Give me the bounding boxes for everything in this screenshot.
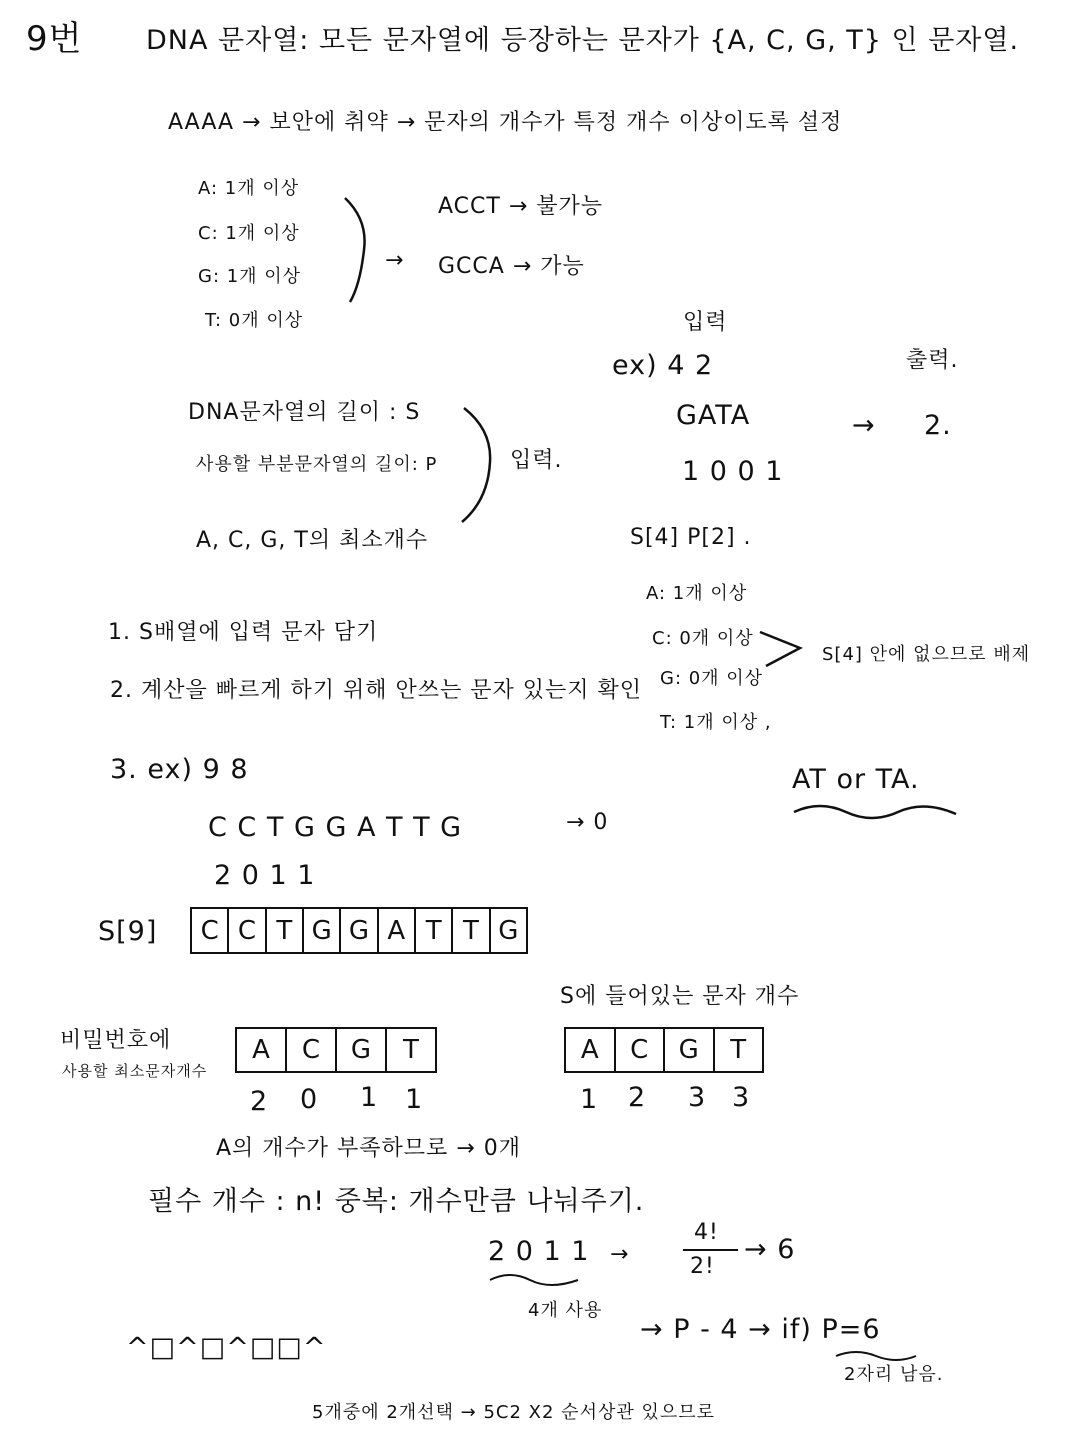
ex1-cond-t: T: 1개 이상 ,: [660, 712, 772, 733]
perm-frac-den: 2!: [690, 1254, 715, 1279]
s-count-1: 2: [628, 1082, 647, 1113]
perm-slots: ^□^□^□□^: [126, 1332, 327, 1363]
perm-seq: 2 0 1 1: [488, 1236, 590, 1267]
s9-array: [190, 907, 528, 954]
answer-underline: [794, 806, 956, 818]
problem-number: 9번: [26, 19, 83, 59]
min-table-header: T: [403, 1035, 419, 1065]
input-s: DNA문자열의 길이 : S: [188, 400, 421, 425]
s-table-header: G: [665, 1029, 715, 1071]
perm-used: 4개 사용: [528, 1300, 603, 1321]
input-min: A, C, G, T의 최소개수: [196, 528, 429, 553]
perm-rule: 필수 개수 : n! 중복: 개수만큼 나눠주기.: [148, 1186, 645, 1217]
ex1-counts: 1 0 0 1: [682, 456, 784, 487]
min-table-header: C: [287, 1029, 337, 1071]
ex1-cond-a: A: 1개 이상: [646, 583, 748, 604]
s-count-0: 1: [580, 1084, 599, 1115]
s9-cell: G: [498, 915, 519, 946]
s9-cell: C: [229, 909, 266, 952]
ex1-cond-c: C: 0개 이상: [652, 628, 754, 649]
ex1-input-label: 입력: [683, 310, 728, 335]
ex1-cond-note: S[4] 안에 없으므로 배제: [822, 644, 1031, 665]
perm-result: → 6: [744, 1234, 796, 1265]
perm-remain: 2자리 남음.: [844, 1364, 944, 1385]
step-2: 2. 계산을 빠르게 하기 위해 안쓰는 문자 있는지 확인: [110, 678, 642, 703]
ex2-dna: C C T G G A T T G: [208, 812, 463, 843]
s9-cell: G: [341, 909, 378, 952]
step-1: 1. S배열에 입력 문자 담기: [108, 620, 379, 645]
min-count-table: [235, 1027, 437, 1073]
brace-input: [462, 408, 490, 522]
dna-definition: DNA 문자열: 모든 문자열에 등장하는 문자가 {A, C, G, T} 인 문자열.: [146, 25, 1020, 56]
s-count-label: S에 들어있는 문자 개수: [560, 984, 800, 1009]
ex2-arrow: → 0: [566, 810, 609, 835]
min-label-2: 사용할 최소문자개수: [62, 1062, 208, 1080]
min-count-3: 1: [405, 1084, 424, 1115]
perm-frac-num: 4!: [694, 1220, 719, 1245]
s9-cell: A: [379, 909, 416, 952]
brace-conditions: [345, 198, 365, 302]
cond-t: T: 0개 이상: [205, 310, 304, 331]
ex1-input-line: ex) 4 2: [612, 350, 714, 381]
ex2-counts: 2 0 1 1: [214, 860, 316, 891]
s9-cell: T: [453, 909, 490, 952]
seq-underline: [490, 1275, 578, 1285]
note-line: AAAA → 보안에 취약 → 문자의 개수가 특정 개수 이상이도록 설정: [168, 110, 843, 135]
ex1-cond-g: G: 0개 이상: [660, 668, 764, 689]
s-table-header: C: [616, 1029, 666, 1071]
step-3: 3. ex) 9 8: [110, 754, 249, 785]
ex1-arrow: →: [852, 410, 876, 441]
perm-choose: 5개중에 2개선택 → 5C2 X2 순서상관 있으므로: [312, 1402, 716, 1423]
ex1-arrays: S[4] P[2] .: [630, 525, 752, 550]
s9-cell: T: [267, 909, 304, 952]
p-underline: [836, 1352, 916, 1360]
input-label: 입력.: [510, 448, 563, 473]
min-table-header: G: [337, 1029, 387, 1071]
cond-bracket: [760, 632, 800, 666]
s-count-2: 3: [688, 1082, 707, 1113]
s-count-table: [564, 1027, 764, 1073]
ex1-output: 2.: [924, 410, 952, 441]
cond-g: G: 1개 이상: [198, 266, 302, 287]
s9-cell: G: [304, 909, 341, 952]
s-table-header: A: [566, 1029, 616, 1071]
perm-calc: → P - 4 → if) P=6: [640, 1314, 881, 1345]
conclusion: A의 개수가 부족하므로 → 0개: [216, 1136, 521, 1161]
input-p: 사용할 부분문자열의 길이: P: [196, 454, 438, 475]
min-count-2: 1: [360, 1082, 379, 1113]
min-table-header: A: [237, 1029, 287, 1071]
min-count-0: 2: [250, 1086, 269, 1117]
cond-c: C: 1개 이상: [198, 223, 300, 244]
min-count-1: 0: [300, 1084, 319, 1115]
ex1-output-label: 출력.: [906, 348, 959, 373]
s9-cell: C: [192, 909, 229, 952]
ex1-dna: GATA: [676, 400, 751, 431]
perm-arrow: →: [610, 1242, 630, 1267]
ex1-answer: AT or TA.: [792, 764, 920, 795]
s9-cell: T: [416, 909, 453, 952]
result-gcca: GCCA → 가능: [438, 254, 585, 279]
ex2-array-label: S[9]: [98, 916, 158, 947]
min-label-1: 비밀번호에: [60, 1028, 172, 1053]
result-acct: ACCT → 불가능: [438, 194, 604, 219]
s-count-3: 3: [732, 1082, 751, 1113]
cond-arrow: →: [385, 248, 405, 273]
s-table-header: T: [730, 1035, 747, 1065]
cond-a: A: 1개 이상: [198, 178, 300, 199]
